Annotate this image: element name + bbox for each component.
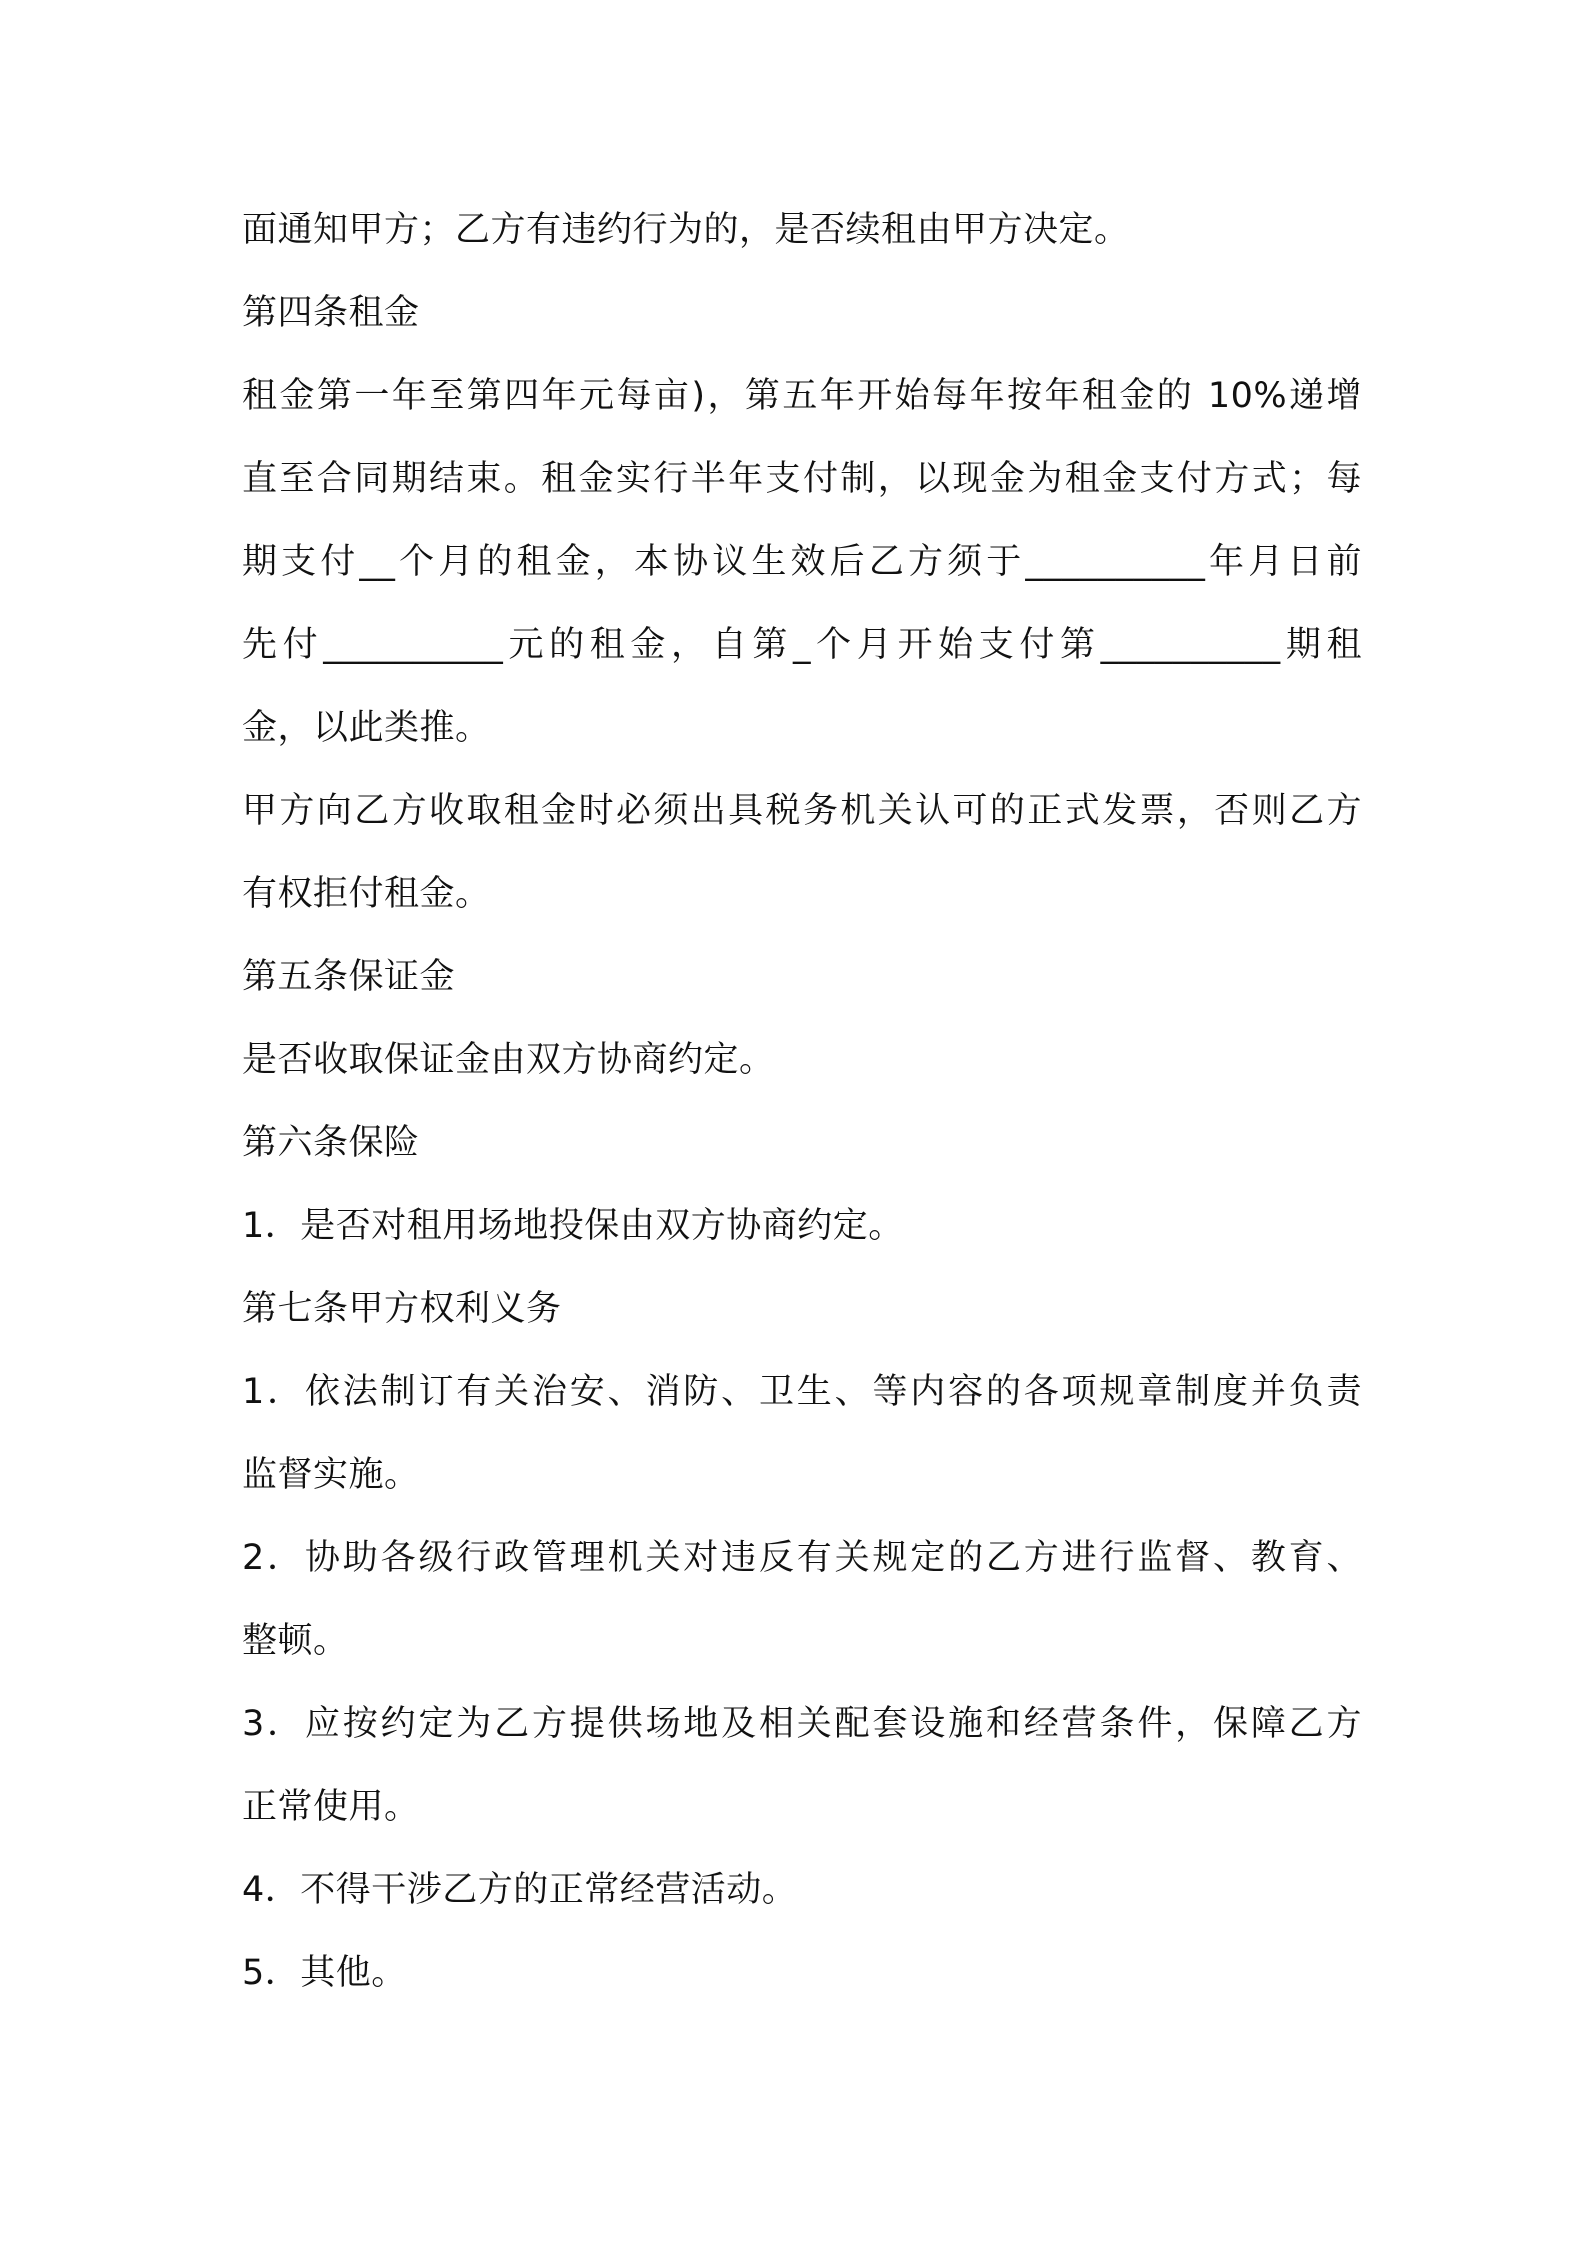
section-heading-party-a-rights: 第七条甲方权利义务	[242, 1289, 562, 1329]
section-heading-deposit: 第五条保证金	[242, 957, 456, 997]
list-item: 1．依法制订有关治安、消防、卫生、等内容的各项规章制度并负责	[242, 1372, 1362, 1412]
paragraph-line: 有权拒付租金。	[242, 874, 491, 914]
section-heading-insurance: 第六条保险	[242, 1123, 420, 1163]
paragraph-line: 先付__________元的租金，自第_个月开始支付第__________期租	[242, 625, 1362, 665]
list-item: 4．不得干涉乙方的正常经营活动。	[242, 1870, 798, 1910]
list-item: 3．应按约定为乙方提供场地及相关配套设施和经营条件，保障乙方	[242, 1704, 1362, 1744]
section-heading-rent: 第四条租金	[242, 293, 420, 333]
paragraph-line: 租金第一年至第四年元每亩)，第五年开始每年按年租金的 10%递增	[242, 376, 1362, 416]
list-item: 5．其他。	[242, 1953, 407, 1993]
list-item-continuation: 整顿。	[242, 1621, 349, 1661]
list-item-continuation: 监督实施。	[242, 1455, 420, 1495]
paragraph-line: 是否收取保证金由双方协商约定。	[242, 1040, 775, 1080]
paragraph-line: 直至合同期结束。租金实行半年支付制，以现金为租金支付方式；每	[242, 459, 1362, 499]
list-item: 2．协助各级行政管理机关对违反有关规定的乙方进行监督、教育、	[242, 1538, 1362, 1578]
paragraph-line: 甲方向乙方收取租金时必须出具税务机关认可的正式发票，否则乙方	[242, 791, 1362, 831]
list-item: 1．是否对租用场地投保由双方协商约定。	[242, 1206, 904, 1246]
paragraph-line: 金，以此类推。	[242, 708, 491, 748]
list-item-continuation: 正常使用。	[242, 1787, 420, 1827]
paragraph-line: 期支付__个月的租金，本协议生效后乙方须于__________年月日前	[242, 542, 1362, 582]
paragraph-line: 面通知甲方；乙方有违约行为的，是否续租由甲方决定。	[242, 210, 1130, 250]
